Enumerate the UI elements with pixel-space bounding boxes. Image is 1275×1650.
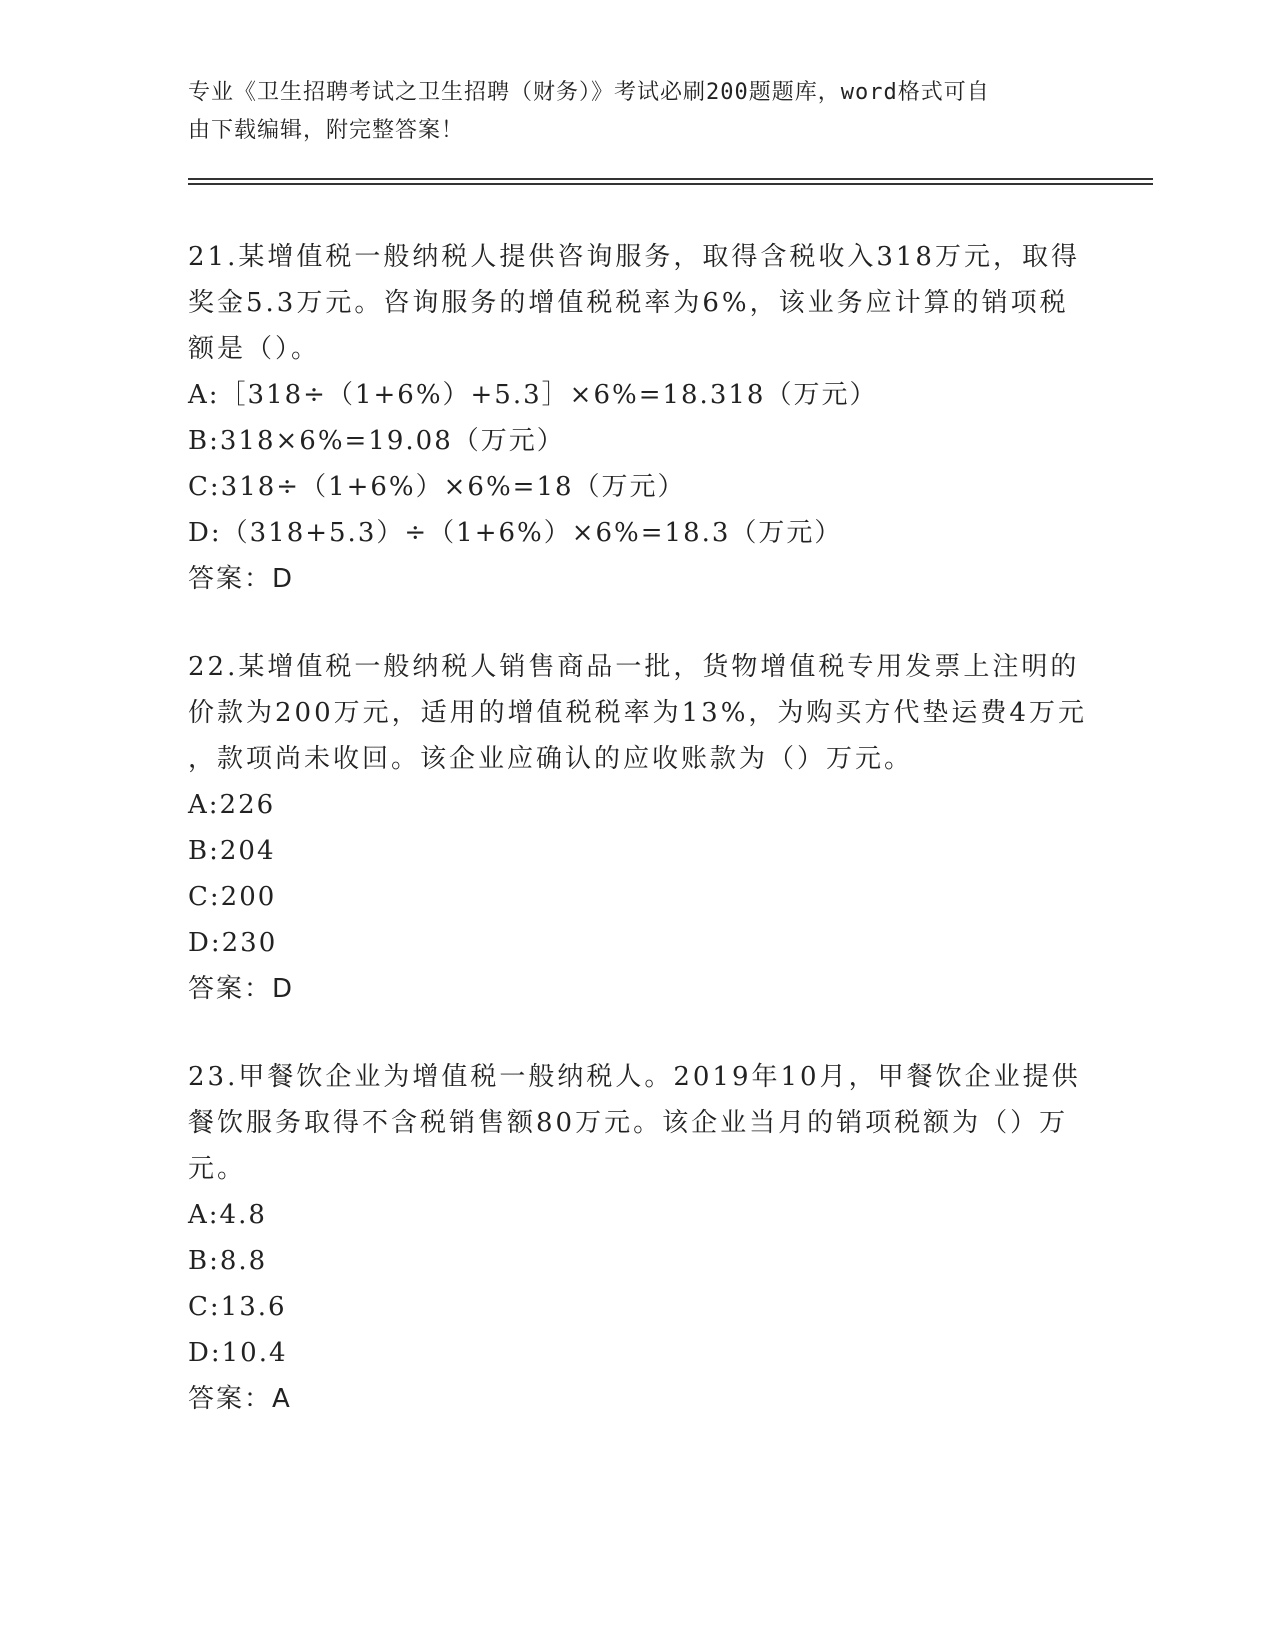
- option-c: C:200: [188, 882, 277, 912]
- header-divider-bottom: [188, 183, 1153, 185]
- option-a: A:226: [188, 790, 276, 820]
- header-line: 由下载编辑，附完整答案！: [188, 118, 465, 143]
- question-23: [188, 1054, 1088, 1422]
- stem-line: 22.某增值税一般纳税人销售商品一批，货物增值税专用发票上注明的: [188, 652, 1080, 682]
- answer: 答案：D: [188, 564, 295, 594]
- option-d: D:（318+5.3）÷（1+6%）×6%=18.3（万元）: [188, 518, 843, 548]
- option-b: B:8.8: [188, 1246, 268, 1276]
- header-divider-top: [188, 178, 1153, 180]
- stem-line: 21.某增值税一般纳税人提供咨询服务，取得含税收入318万元，取得: [188, 242, 1080, 272]
- option-a: A:4.8: [188, 1200, 267, 1230]
- option-a: A:［318÷（1+6%）+5.3］×6%=18.318（万元）: [188, 380, 878, 410]
- option-b: B:318×6%=19.08（万元）: [188, 426, 565, 456]
- option-c: C:13.6: [188, 1292, 287, 1322]
- option-b: B:204: [188, 836, 276, 866]
- question-21: [188, 234, 1088, 602]
- stem-line: 价款为200万元，适用的增值税税率为13%，为购买方代垫运费4万元: [188, 698, 1087, 728]
- stem-line: 23.甲餐饮企业为增值税一般纳税人。2019年10月，甲餐饮企业提供: [188, 1062, 1081, 1092]
- option-c: C:318÷（1+6%）×6%=18（万元）: [188, 472, 686, 502]
- question-22: [188, 644, 1088, 1012]
- stem-line: ，款项尚未收回。该企业应确认的应收账款为（）万元。: [188, 744, 914, 774]
- option-d: D:10.4: [188, 1338, 288, 1368]
- stem-line: 额是（）。: [188, 334, 321, 364]
- stem-line: 餐饮服务取得不含税销售额80万元。该企业当月的销项税额为（）万: [188, 1108, 1069, 1138]
- stem-line: 奖金5.3万元。咨询服务的增值税税率为6%，该业务应计算的销项税: [188, 288, 1069, 318]
- document-header: [188, 74, 1068, 150]
- header-line: 专业《卫生招聘考试之卫生招聘（财务）》考试必刷200题题库，word格式可自: [188, 80, 990, 105]
- question-stem: [188, 234, 1088, 372]
- question-stem: [188, 644, 1088, 782]
- stem-line: 元。: [188, 1154, 247, 1184]
- answer: 答案：D: [188, 974, 295, 1004]
- answer: 答案：A: [188, 1384, 292, 1414]
- question-stem: [188, 1054, 1088, 1192]
- option-d: D:230: [188, 928, 278, 958]
